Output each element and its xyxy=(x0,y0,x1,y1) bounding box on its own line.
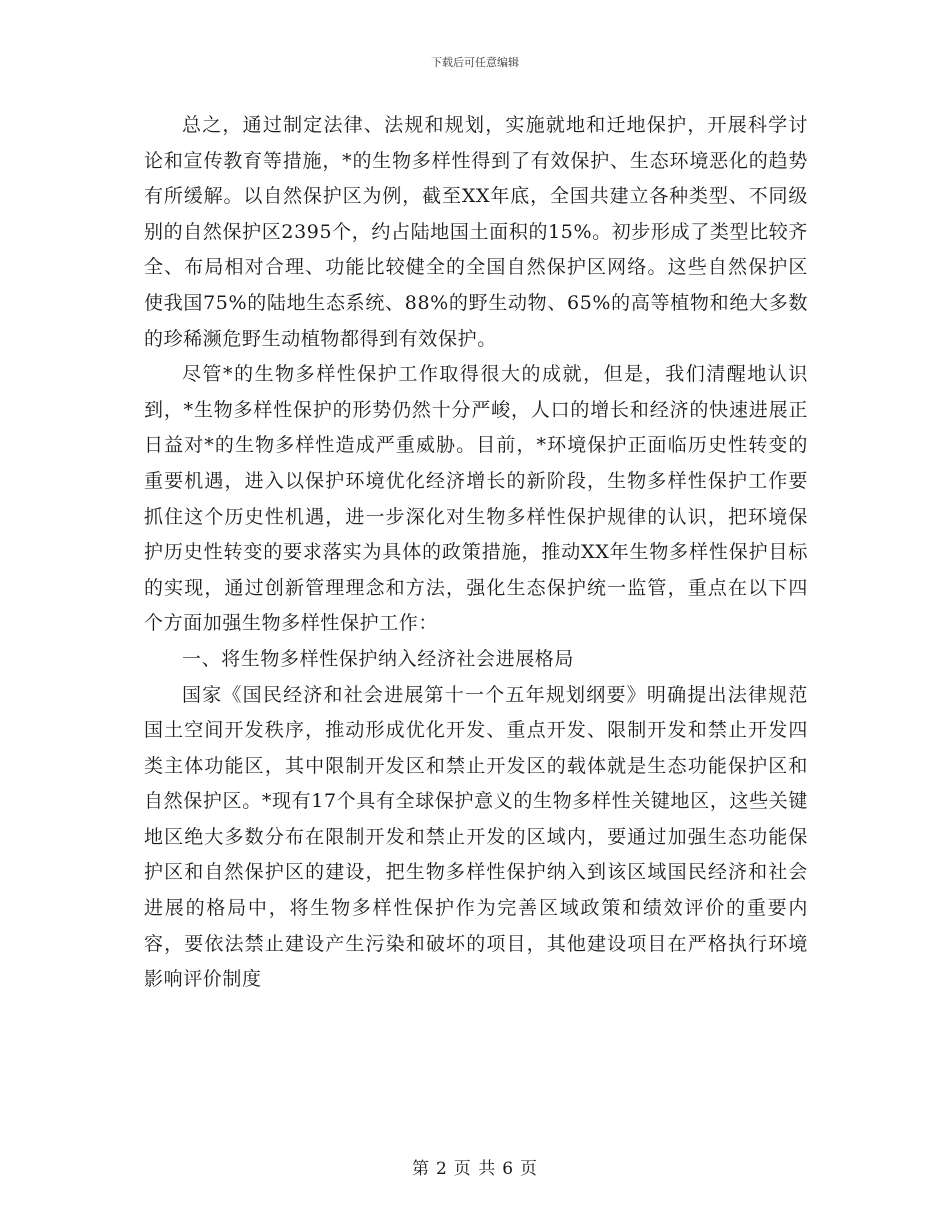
section-heading-one: 一、将生物多样性保护纳入经济社会进展格局 xyxy=(182,647,575,670)
paragraph-national-plan: 国家《国民经济和社会进展第十一个五年规划纲要》明确提出法律规范国土空间开发秩序，推动形成优化开发、重点开发、限制开发和禁止开发四类主体功能区，其中限制开发区和禁止开发区的载体就是生态功能保护区和自然保护区。*现有17个具有全球保护意义的生物多样性关键地区，这些关键地区绝大多数分布在限制开发和禁止开发的区域内，要通过加强生态功能保护区和自然保护区的建设，把生物多样性保护纳入到该区域国民经济和社会进展的格局中，将生物多样性保护作为完善区域政策和绩效评价的重要内容，要依法禁止建设产生污染和破坏的项目，其他建设项目在严格执行环境影响评价制度 xyxy=(144,683,808,991)
page-label-prefix: 第 xyxy=(411,1159,430,1179)
page-header-note: 下载后可任意编辑 xyxy=(431,56,519,69)
page-label-suffix: 页 xyxy=(520,1159,539,1179)
paragraph-challenges: 尽管*的生物多样性保护工作取得很大的成就，但是，我们清醒地认识到，*生物多样性保护的形势仍然十分严峻，人口的增长和经济的快速进展正日益对*的生物多样性造成严重威胁。目前，*环境保护正面临历史性转变的重要机遇，进入以保护环境优化经济增长的新阶段，生物多样性保护工作要抓住这个历史性机遇，进一步深化对生物多样性保护规律的认识，把环境保护历史性转变的要求落实为具体的政策措施，推动XX年生物多样性保护目标的实现，通过创新管理理念和方法，强化生态保护统一监管，重点在以下四个方面加强生物多样性保护工作： xyxy=(144,363,808,635)
document-body xyxy=(144,108,808,998)
page-number-footer xyxy=(0,1154,950,1179)
page-total: 6 xyxy=(502,1159,515,1179)
page-current: 2 xyxy=(435,1159,448,1179)
paragraph-summary: 总之，通过制定法律、法规和规划，实施就地和迁地保护，开展科学讨论和宣传教育等措施，*的生物多样性得到了有效保护、生态环境恶化的趋势有所缓解。以自然保护区为例，截至XX年底，全国共建立各种类型、不同级别的自然保护区2395个，约占陆地国土面积的15%。初步形成了类型比较齐全、布局相对合理、功能比较健全的全国自然保护区网络。这些自然保护区使我国75%的陆地生态系统、88%的野生动物、65%的高等植物和绝大多数的珍稀濒危野生动植物都得到有效保护。 xyxy=(144,114,808,350)
page-label-mid: 页 共 xyxy=(453,1159,497,1179)
